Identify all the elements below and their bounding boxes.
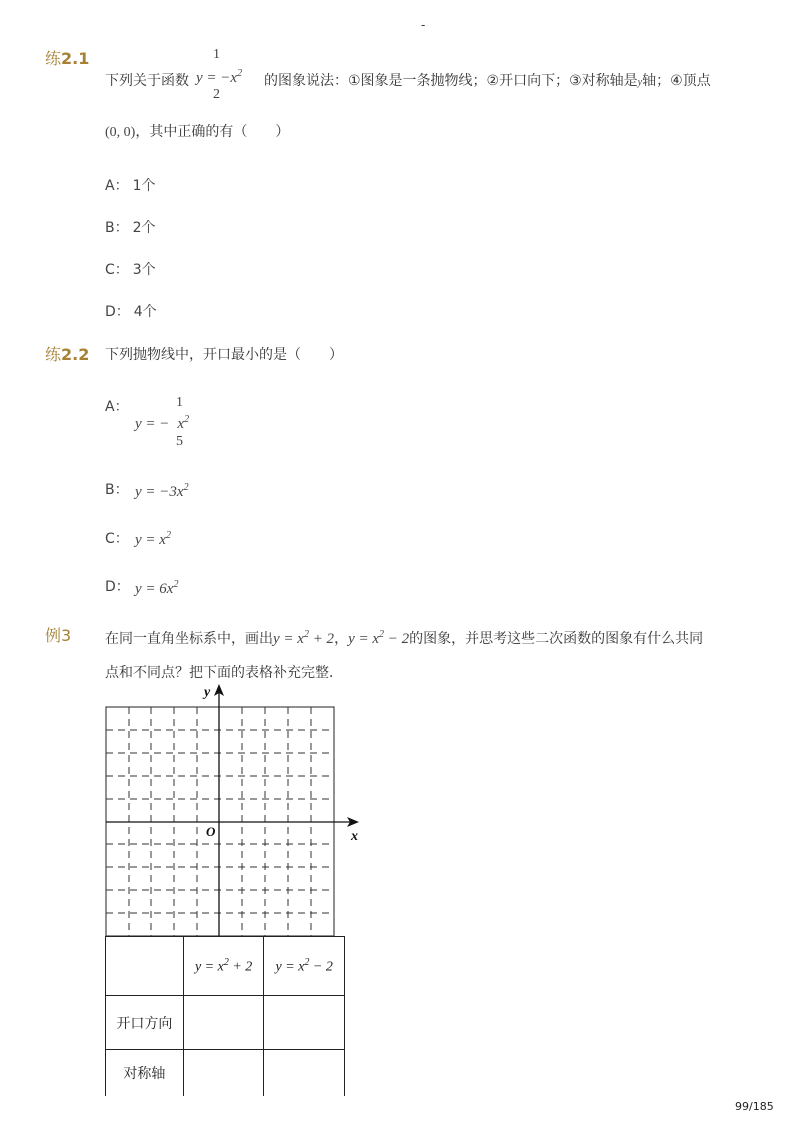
q22-optB-exp: 2: [183, 482, 189, 493]
ex3-f2: [348, 631, 409, 647]
q21-stem-tail: [264, 70, 711, 90]
option-text: 3个: [132, 262, 156, 278]
q22-option-a-den: 5: [176, 434, 183, 449]
q21-option-c[interactable]: [105, 259, 156, 279]
ex3-f1-expr: y = x: [273, 631, 304, 647]
q22-label-number: 2.2: [61, 345, 90, 364]
answer-cell[interactable]: [183, 996, 264, 1050]
y-axis-label: y: [204, 685, 211, 700]
x-axis-label: x: [351, 829, 358, 844]
ex3-f2-exp: 2: [379, 629, 384, 640]
option-text: 1个: [132, 178, 156, 194]
row-label-symmetry-axis: 对称轴: [106, 1050, 184, 1096]
q21-frac-num: 1: [213, 47, 220, 62]
table-header-col1: [183, 937, 264, 996]
table-header-row: [106, 937, 345, 996]
q22-optD-exp: 2: [173, 579, 179, 590]
option-letter: B：: [105, 220, 129, 236]
col1-tail: + 2: [228, 959, 253, 975]
q21-vertex: (0, 0): [105, 125, 136, 140]
q22-label-prefix: 练: [45, 345, 62, 364]
ex3-f1-tail: + 2: [308, 631, 335, 647]
ex3-stem-part2: 的图象，并思考这些二次函数的图象有什么共同: [409, 631, 704, 647]
table-corner-cell: [106, 937, 184, 996]
answer-cell[interactable]: [183, 1050, 264, 1096]
col2-tail: − 2: [309, 959, 333, 975]
q21-axis-var: y: [637, 77, 643, 88]
origin-label: O: [206, 824, 216, 839]
q22-optA-lhs: y = −: [135, 416, 170, 432]
q22-optB-expr: y = −3x: [135, 484, 184, 500]
q21-stem-part2: 的图象说法：①图象是一条抛物线；②开口向下；③对称轴是: [264, 73, 638, 89]
q21-func-exp: 2: [237, 68, 243, 79]
q22-optD-expr: y = 6x: [135, 581, 174, 597]
q22-optC-expr: y = x: [135, 532, 166, 548]
answer-cell[interactable]: [264, 996, 345, 1050]
q21-label-number: 2.1: [61, 49, 90, 68]
q21-stem-line1: [105, 70, 189, 90]
col2-expr: y = x: [275, 959, 305, 975]
col1-expr: y = x: [194, 959, 224, 975]
coordinate-grid: [95, 680, 375, 940]
ex3-f2-expr: y = x: [348, 631, 379, 647]
answer-cell[interactable]: [264, 1050, 345, 1096]
q21-stem-part1: 下列关于函数: [105, 73, 189, 89]
ex3-stem-line1: [105, 628, 703, 648]
q21-label: [45, 46, 89, 69]
q22-option-c-letter[interactable]: C：: [105, 531, 129, 547]
col1-exp: 2: [223, 956, 229, 968]
q22-option-a-num: 1: [176, 395, 183, 410]
q21-func-lhs: y = −: [196, 70, 231, 86]
answer-table: [105, 936, 345, 1096]
page-number: 99/185: [735, 1100, 774, 1113]
option-text: 4个: [133, 304, 157, 320]
table-row: [106, 996, 345, 1050]
table-header-col2: [264, 937, 345, 996]
option-letter: C：: [105, 262, 129, 278]
ex3-f1-exp: 2: [303, 629, 309, 640]
q22-option-d-expr: [135, 579, 178, 598]
q21-func-var: x: [230, 70, 238, 86]
q21-func: [196, 68, 242, 87]
q22-option-b-expr: [135, 482, 189, 501]
q21-stem-part4: ，其中正确的有（ ）: [135, 124, 290, 140]
header-mark: -: [421, 18, 426, 32]
q22-option-c-expr: [135, 530, 171, 549]
q22-optA-exp: 2: [184, 414, 190, 425]
ex3-sep: ，: [334, 631, 349, 647]
q21-stem-part3: 轴；④顶点: [642, 73, 711, 89]
q22-option-a-expr: [135, 414, 189, 433]
row-label-opening-direction: 开口方向: [106, 996, 184, 1050]
q21-label-prefix: 练: [45, 49, 62, 68]
ex3-f1: [273, 631, 334, 647]
option-letter: A：: [105, 178, 129, 194]
q22-optA-var: x: [177, 416, 185, 432]
q22-label: [45, 342, 89, 365]
q21-frac-den: 2: [213, 87, 220, 102]
q21-option-a[interactable]: [105, 175, 156, 195]
q22-stem: 下列抛物线中，开口最小的是（ ）: [105, 347, 343, 363]
col2-exp: 2: [304, 956, 310, 968]
q22-option-a-letter[interactable]: A：: [105, 399, 129, 415]
table-row: [106, 1050, 345, 1096]
ex3-f2-tail: − 2: [384, 631, 410, 647]
q22-optC-exp: 2: [165, 530, 171, 541]
q21-stem-line2: [105, 121, 289, 141]
q22-option-b-letter[interactable]: B：: [105, 482, 129, 498]
q22-option-d-letter[interactable]: D：: [105, 579, 130, 595]
ex3-label: 例3: [45, 626, 72, 645]
q21-option-b[interactable]: [105, 217, 156, 237]
ex3-stem-part1: 在同一直角坐标系中，画出: [105, 631, 273, 647]
option-letter: D：: [105, 304, 130, 320]
option-text: 2个: [132, 220, 156, 236]
q21-option-d[interactable]: [105, 301, 157, 321]
ex3-stem-line2: 点和不同点？把下面的表格补充完整．: [105, 665, 343, 681]
